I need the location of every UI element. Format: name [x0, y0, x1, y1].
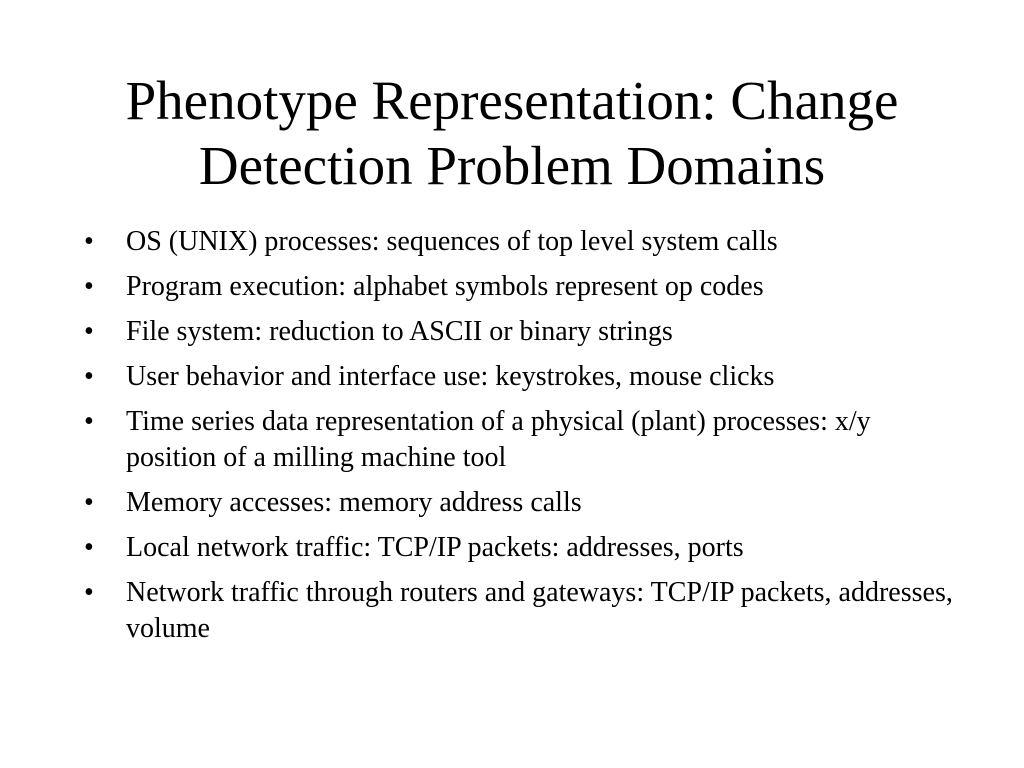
- slide-title: Phenotype Representation: Change Detection Problem Domains: [125, 70, 899, 196]
- list-item: [84, 404, 964, 476]
- bullet-icon: •: [84, 271, 94, 302]
- bullet-text: User behavior and interface use: keystrokes, mouse clicks: [126, 361, 775, 392]
- list-item: [84, 314, 964, 350]
- bullet-text: OS (UNIX) processes: sequences of top level system calls: [126, 226, 778, 257]
- list-item: [84, 530, 964, 566]
- bullet-text: Network traffic through routers and gateways: TCP/IP packets, addresses, volume: [126, 577, 953, 644]
- list-item: [84, 359, 964, 395]
- list-item: [84, 575, 964, 647]
- list-item: [84, 485, 964, 521]
- bullet-text: Local network traffic: TCP/IP packets: addresses, ports: [126, 532, 744, 563]
- bullet-icon: •: [84, 316, 94, 347]
- bullet-text: Program execution: alphabet symbols represent op codes: [126, 271, 764, 302]
- list-item: [84, 224, 964, 260]
- list-item: [84, 269, 964, 305]
- bullet-icon: •: [84, 487, 94, 518]
- bullet-text: Memory accesses: memory address calls: [126, 487, 582, 518]
- bullet-icon: •: [84, 406, 94, 437]
- bullet-text: Time series data representation of a physical (plant) processes: x/y position of a milling machine tool: [126, 406, 871, 473]
- bullet-icon: •: [84, 532, 94, 563]
- bullet-list: [84, 224, 964, 656]
- bullet-icon: •: [84, 361, 94, 392]
- bullet-text: File system: reduction to ASCII or binary strings: [126, 316, 673, 347]
- bullet-icon: •: [84, 577, 94, 608]
- bullet-icon: •: [84, 226, 94, 257]
